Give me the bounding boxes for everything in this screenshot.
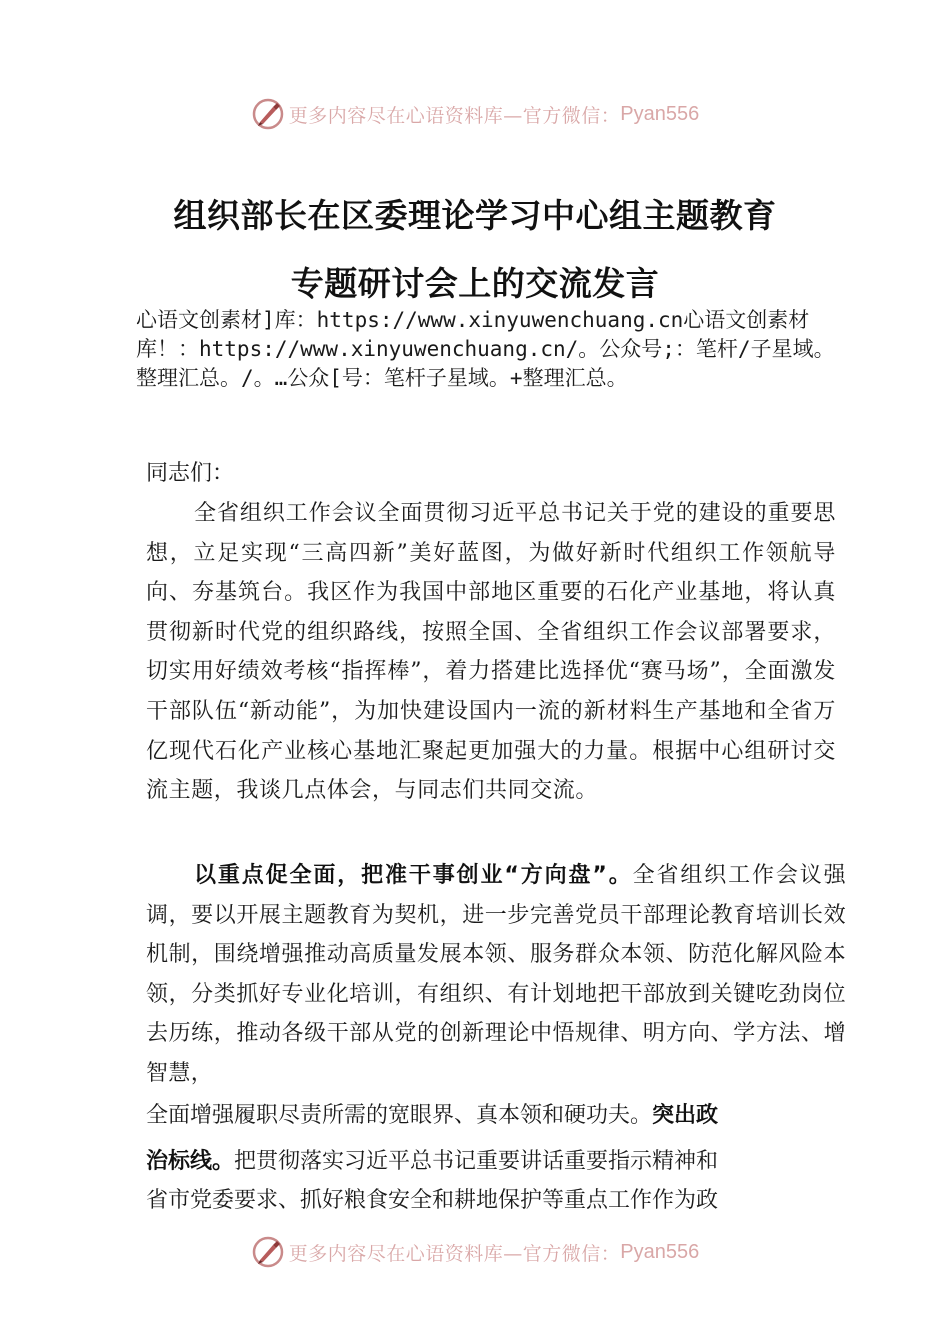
line-a-bold: 突出政: [652, 1103, 719, 1128]
text-line-a: [146, 1098, 718, 1129]
banner-text: 更多内容尽在心语资料库—官方微信：: [288, 104, 621, 127]
banner-wechat-id: Pyan556: [620, 102, 700, 125]
document-title-line-2: 专题研讨会上的交流发言: [290, 264, 660, 303]
line-b-bold: 治标线。: [146, 1149, 235, 1174]
document-title-line-1: 组织部长在区委理论学习中心组主题教育: [173, 196, 777, 235]
line-a-text: 全面增强履职尽责所需的宽眼界、真本领和硬功夫。: [146, 1103, 653, 1128]
footer-watermark-banner: [0, 1230, 950, 1274]
pen-logo-icon: [251, 97, 285, 131]
paragraph-2-body: 全省组织工作会议强调，要以开展主题教育为契机，进一步完善党员干部理论教育培训长效机制，围绕增强推动高质量发展本领、服务群众本领、防范化解风险本领，分类抓好专业化培训，有组织、有计划地把干部放到关键吃劲岗位去历练，推动各级干部从党的创新理论中悟规律、明方向、学方法、增智慧，: [146, 863, 846, 1086]
banner-text: 更多内容尽在心语资料库—官方微信：: [288, 1242, 621, 1265]
greeting: 同志们：: [146, 461, 235, 486]
line-b-text: 把贯彻落实习近平总书记重要讲话重要指示精神和: [234, 1149, 719, 1174]
paragraph-2: [146, 856, 846, 1094]
header-watermark-banner: [0, 92, 950, 136]
source-note: 心语文创素材]库：https://www.xinyuwenchuang.cn心语文创素材库！：https://www.xinyuwenchuang.cn/。公众号;：笔杆/子星域。整理汇总。/。…公众[号：笔杆子星域。+整理汇总。: [136, 308, 835, 390]
pen-logo-icon: [251, 1235, 285, 1269]
text-line-c: 省市党委要求、抓好粮食安全和耕地保护等重点工作作为政: [146, 1188, 719, 1213]
paragraph-2-heading: 以重点促全面，把准干事创业“方向盘”。: [194, 863, 633, 888]
paragraph-1: 全省组织工作会议全面贯彻习近平总书记关于党的建设的重要思想，立足实现“三高四新”美好蓝图，为做好新时代组织工作领航导向、夯基筑台。我区作为我国中部地区重要的石化产业基地，将认真贯彻新时代党的组织路线，按照全国、全省组织工作会议部署要求，切实用好绩效考核“指挥棒”，着力搭建比选择优“赛马场”，全面激发干部队伍“新动能”，为加快建设国内一流的新材料生产基地和全省万亿现代石化产业核心基地汇聚起更加强大的力量。根据中心组研讨交流主题，我谈几点体会，与同志们共同交流。: [146, 501, 836, 804]
text-line-b: [146, 1144, 718, 1175]
banner-wechat-id: Pyan556: [620, 1240, 700, 1263]
